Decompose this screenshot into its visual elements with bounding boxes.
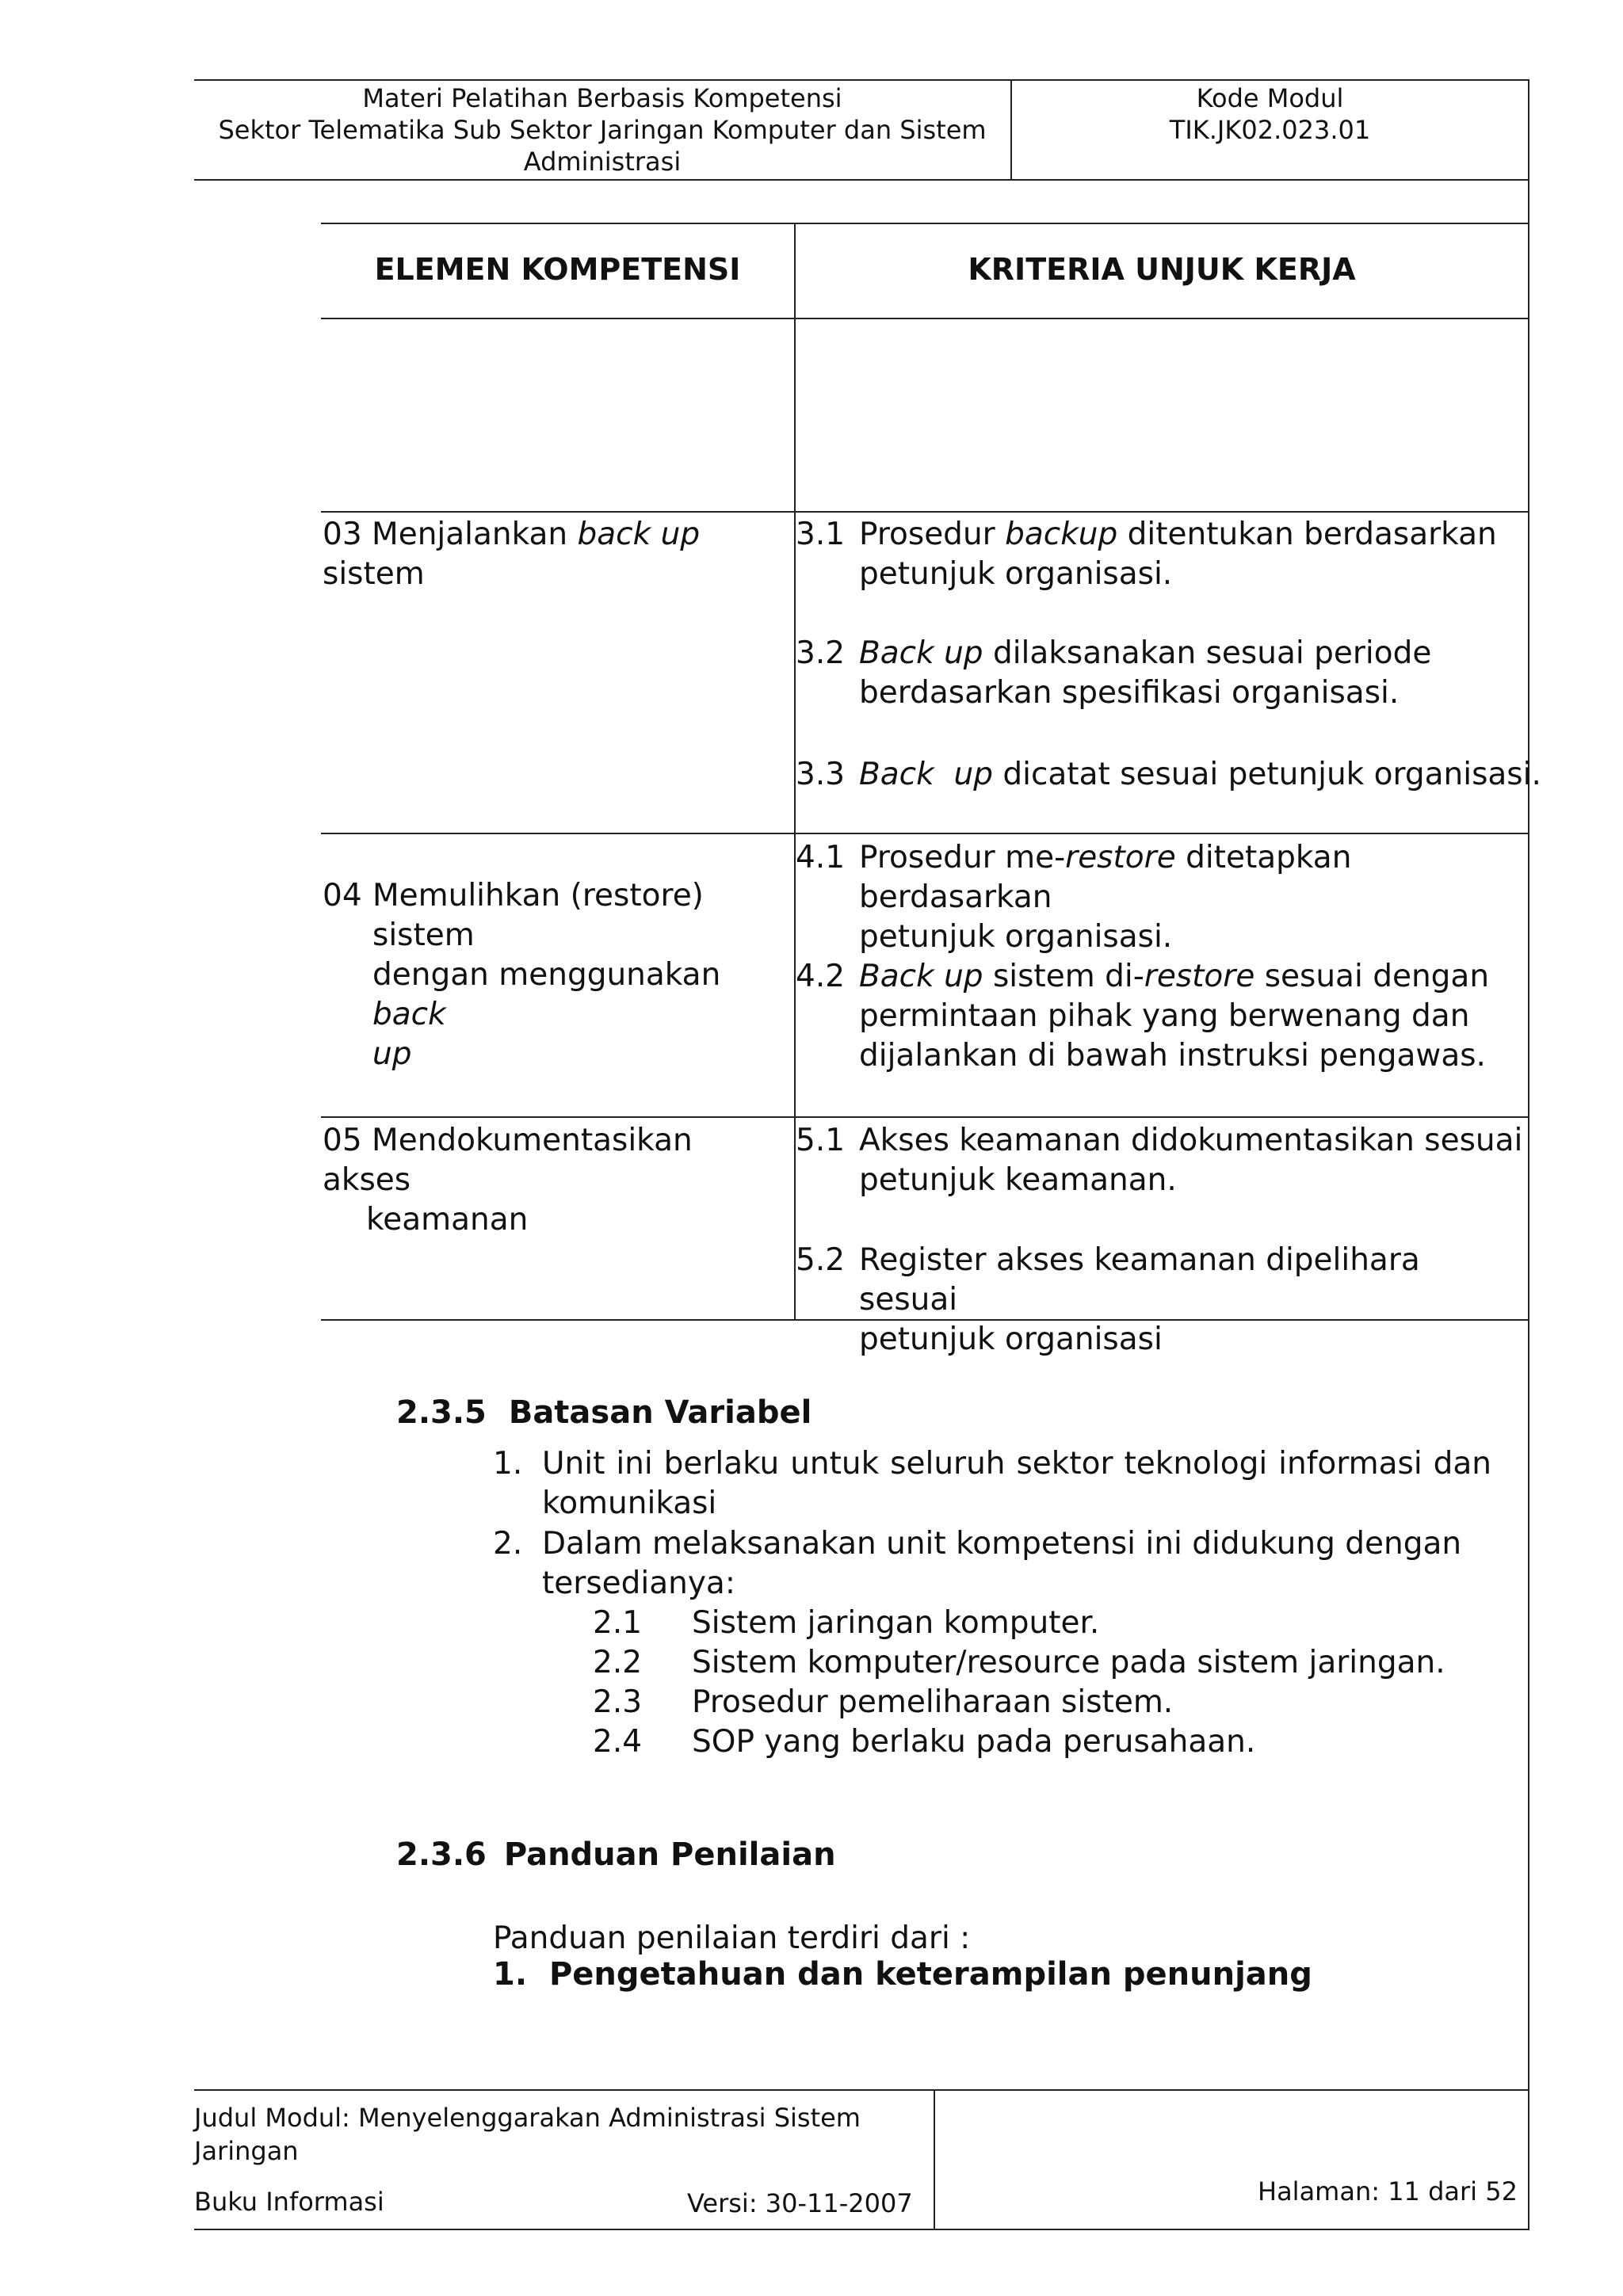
element-05	[323, 1121, 790, 1240]
sublist-text: Sistem jaringan komputer.	[692, 1605, 1100, 1641]
criteria-text-line2: petunjuk keamanan.	[859, 1162, 1177, 1198]
assessment-item-number: 1.	[493, 1956, 528, 1993]
assessment-item-text: Pengetahuan dan keterampilan penunjang	[548, 1956, 1312, 1993]
list-number: 2.	[493, 1526, 523, 1562]
criteria-text-italic: Back up	[859, 757, 993, 792]
element-number: 04	[323, 878, 362, 913]
element-text-line1: Mendokumentasikan akses	[323, 1123, 693, 1198]
element-text-italic: back up	[577, 517, 701, 552]
footer-bottom-border	[194, 2229, 1529, 2230]
module-code-label: Kode Modul	[1196, 83, 1344, 113]
element-text-pre: Menjalankan	[372, 517, 578, 552]
criteria-text-line2: petunjuk organisasi.	[859, 919, 1173, 955]
criteria-3-3	[796, 755, 1541, 795]
section-intro: Panduan penilaian terdiri dari :	[493, 1920, 971, 1956]
footer-divider	[934, 2089, 935, 2230]
sublist-number: 2.4	[593, 1724, 643, 1760]
criteria-text-post: sesuai dengan	[1254, 959, 1490, 994]
criteria-number: 3.1	[796, 517, 846, 552]
criteria-text-line2: berdasarkan spesifikasi organisasi.	[859, 675, 1400, 711]
footer-top-border	[194, 2089, 1529, 2091]
criteria-number: 5.1	[796, 1123, 846, 1158]
criteria-4-1	[796, 838, 1525, 957]
section-title: Panduan Penilaian	[503, 1836, 836, 1873]
footer-page-number: Halaman: 11 dari 52	[1258, 2176, 1518, 2206]
table-header-bottom-border	[321, 318, 1529, 319]
criteria-text-italic2: restore	[1144, 959, 1255, 994]
sublist-item	[593, 1683, 1504, 1722]
sublist-text: Sistem komputer/resource pada sistem jaringan.	[692, 1645, 1445, 1680]
criteria-text-italic: backup	[1005, 517, 1118, 552]
criteria-text-post: ditetapkan berdasarkan	[859, 840, 1352, 915]
table-header-criteria: KRITERIA UNJUK KERJA	[968, 252, 1356, 287]
element-04	[323, 876, 790, 1074]
list-item	[493, 1524, 1491, 1604]
list-text-line1: Unit ini berlaku untuk seluruh sektor teknologi informasi dan	[542, 1446, 1491, 1482]
section-title: Batasan Variabel	[508, 1394, 812, 1431]
list-text-line1: Dalam melaksanakan unit kompetensi ini didukung dengan	[542, 1526, 1462, 1562]
element-03	[323, 515, 790, 594]
sublist-number: 2.3	[593, 1684, 643, 1720]
footer-module-title	[194, 2101, 931, 2168]
element-number: 03	[323, 517, 362, 552]
row4-top-border	[321, 833, 1529, 834]
criteria-text-post: ditentukan berdasarkan	[1117, 517, 1497, 552]
header-left	[194, 82, 1010, 177]
row3-top-border	[321, 511, 1529, 513]
section-number: 2.3.5	[396, 1394, 487, 1431]
list-text-line2: tersedianya:	[542, 1566, 735, 1601]
footer-version: Versi: 30-11-2007	[687, 2188, 913, 2218]
header-title-line3: Administrasi	[523, 147, 682, 177]
footer-module-title-line2: Jaringan	[194, 2136, 299, 2166]
criteria-number: 5.2	[796, 1242, 846, 1278]
list-item	[493, 1444, 1491, 1524]
criteria-3-1	[796, 515, 1525, 594]
sublist-text: SOP yang berlaku pada perusahaan.	[692, 1724, 1256, 1760]
criteria-text-line2: petunjuk organisasi	[859, 1322, 1163, 1357]
list-text-line2: komunikasi	[542, 1486, 717, 1521]
header-right	[1012, 82, 1528, 146]
criteria-number: 4.1	[796, 840, 846, 875]
header-title-line2: Sektor Telematika Sub Sektor Jaringan Komputer dan Sistem	[218, 115, 987, 145]
sublist-item	[593, 1722, 1504, 1762]
criteria-text-mid: sistem di-	[983, 959, 1144, 994]
criteria-3-2	[796, 634, 1525, 713]
assessment-item-1	[493, 1956, 1312, 1993]
sublist-item	[593, 1643, 1504, 1683]
header-bottom-border	[194, 179, 1529, 181]
criteria-text-italic: Back up	[859, 635, 983, 671]
element-text-line2: keamanan	[366, 1202, 529, 1238]
criteria-number: 4.2	[796, 959, 846, 994]
criteria-text-line1: Register akses keamanan dipelihara sesuai	[859, 1242, 1420, 1318]
sublist	[593, 1604, 1504, 1762]
element-text-post: sistem	[323, 556, 425, 592]
section-heading-2-3-6	[396, 1836, 836, 1873]
criteria-number: 3.3	[796, 757, 846, 792]
header-title-line1: Materi Pelatihan Berbasis Kompetensi	[362, 83, 842, 113]
criteria-text-italic: Back up	[859, 959, 983, 994]
criteria-text-line2: permintaan pihak yang berwenang dan	[859, 998, 1470, 1034]
criteria-text-line3: dijalankan di bawah instruksi pengawas.	[859, 1038, 1486, 1074]
element-number: 05	[323, 1123, 362, 1158]
header-top-border	[194, 79, 1529, 81]
element-text-line2-italic: back	[372, 997, 446, 1032]
section-number: 2.3.6	[396, 1836, 487, 1873]
criteria-text-post: dilaksanakan sesuai periode	[983, 635, 1432, 671]
sublist-item	[593, 1604, 1504, 1643]
page-right-border	[1528, 79, 1529, 2230]
section-heading-2-3-5	[396, 1394, 812, 1431]
sublist-number: 2.1	[593, 1605, 643, 1641]
module-code-value: TIK.JK02.023.01	[1169, 115, 1371, 145]
criteria-4-2	[796, 957, 1525, 1076]
element-text-line3-italic: up	[372, 1036, 412, 1072]
criteria-text-pre: Prosedur me-	[859, 840, 1066, 875]
criteria-5-2	[796, 1241, 1525, 1360]
element-text-line1: Memulihkan (restore) sistem	[372, 878, 704, 953]
criteria-text-post: dicatat sesuai petunjuk organisasi.	[992, 757, 1541, 792]
criteria-text-line2: petunjuk organisasi.	[859, 556, 1173, 592]
footer-module-title-line1: Judul Modul: Menyelenggarakan Administrasi Sistem	[194, 2103, 861, 2133]
table-top-border	[321, 223, 1529, 224]
row5-top-border	[321, 1116, 1529, 1118]
criteria-text-pre: Prosedur	[859, 517, 1006, 552]
criteria-5-1	[796, 1121, 1525, 1200]
sublist-text: Prosedur pemeliharaan sistem.	[692, 1684, 1174, 1720]
footer-book-type: Buku Informasi	[194, 2187, 384, 2217]
criteria-text-italic: restore	[1065, 840, 1176, 875]
criteria-number: 3.2	[796, 635, 846, 671]
sublist-number: 2.2	[593, 1645, 643, 1680]
criteria-text-line1: Akses keamanan didokumentasikan sesuai	[859, 1123, 1523, 1158]
table-header-element: ELEMEN KOMPETENSI	[374, 252, 741, 287]
list-number: 1.	[493, 1446, 523, 1482]
element-text-line2: dengan menggunakan	[372, 957, 721, 993]
